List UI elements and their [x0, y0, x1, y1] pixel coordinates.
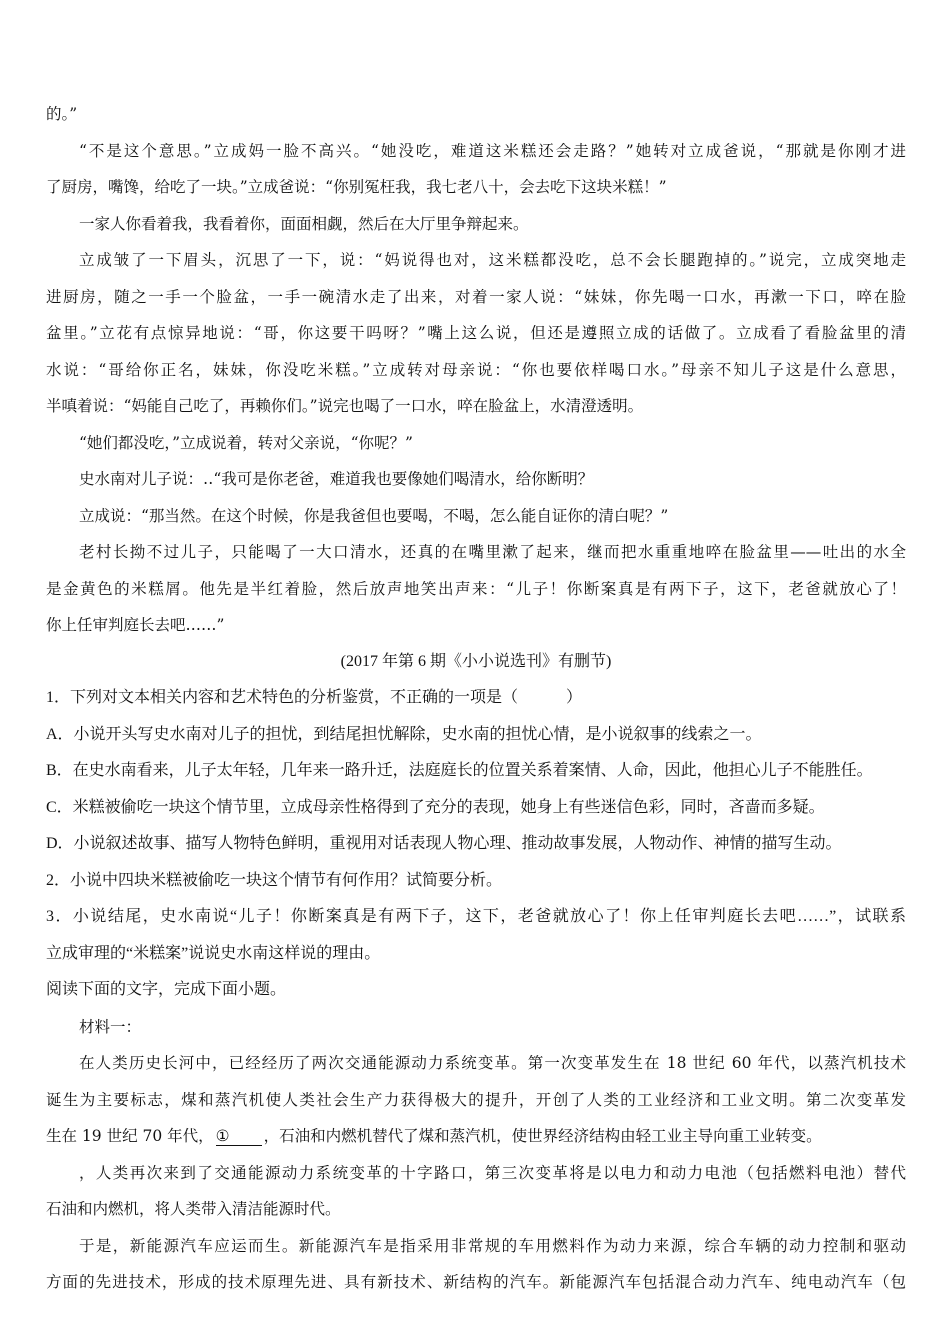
passage-line: 石油和内燃机，将人类带入清洁能源时代。 [46, 1200, 341, 1218]
story-line: 立成说：“那当然。在这个时候，你是我爸但也要喝，不喝，怎么能自证你的清白呢？” [79, 506, 669, 525]
story-line: “不是这个意思。”立成妈一脸不高兴。“她没吃，难道这米糕还会走路？”她转对立成爸说，“那就是你刚才进 [79, 141, 906, 160]
passage-text: ，石油和内燃机替代了煤和蒸汽机，使世界经济结构由轻工业主导向重工业转变。 [263, 1127, 822, 1145]
story-line: 是金黄色的米糕屑。他先是半红着脸，然后放声地笑出声来：“儿子！你断案真是有两下子，这下，老爸就放心了！ [46, 579, 906, 598]
option-d: D．小说叙述故事、描写人物特色鲜明，重视用对话表现人物心理、推动故事发展，人物动作、神情的描写生动。 [46, 835, 842, 852]
question-2: 2．小说中四块米糕被偷吃一块这个情节有何作用？试简要分析。 [46, 871, 503, 889]
option-c: C．米糕被偷吃一块这个情节里，立成母亲性格得到了充分的表现，她身上有些迷信色彩，同时，吝啬而多疑。 [46, 798, 825, 816]
passage-line: 于是，新能源汽车应运而生。新能源汽车是指采用非常规的车用燃料作为动力来源，综合车辆的动力控制和驱动 [79, 1236, 906, 1255]
story-line: 的。” [46, 105, 78, 123]
story-line: 半嗔着说：“妈能自己吃了，再赖你们。”说完也喝了一口水，啐在脸盆上，水清澄透明。 [46, 397, 644, 415]
passage-line: 诞生为主要标志，煤和蒸汽机使人类社会生产力获得极大的提升，开创了人类的工业经济和工业文明。第二次变革发 [46, 1090, 906, 1109]
document-page [46, 96, 906, 1301]
fill-blank-1: ① [216, 1127, 262, 1146]
question-3: 3．小说结尾，史水南说“儿子！你断案真是有两下子，这下，老爸就放心了！你上任审判庭长去吧……”，试联系 [46, 908, 906, 925]
story-line: 盆里。”立花有点惊异地说：“哥，你这要干吗呀？”嘴上这么说，但还是遵照立成的话做了。立成看了看脸盆里的清 [46, 324, 906, 342]
story-line: 史水南对儿子说：‥“我可是你老爸，难道我也要像她们喝清水，给你断明？ [79, 470, 594, 488]
question-3-cont: 立成审理的“米糕案”说说史水南这样说的理由。 [46, 944, 381, 962]
story-line: 了厨房，嘴馋，给吃了一块。”立成爸说：“你别冤枉我，我七老八十，会去吃下这块米糕！” [46, 178, 667, 196]
option-b: B．在史水南看来，儿子太年轻，几年来一路升迁，法庭庭长的位置关系着案情、人命，因此，他担心儿子不能胜任。 [46, 762, 873, 779]
option-a: A．小说开头写史水南对儿子的担忧，到结尾担忧解除，史水南的担忧心情，是小说叙事的线索之一。 [46, 725, 762, 743]
passage-line [46, 1118, 906, 1155]
passage-text: 生在 19 世纪 70 年代， [46, 1127, 214, 1145]
story-line: “她们都没吃，”立成说着，转对父亲说，“你呢？” [79, 433, 413, 452]
passage-line: 在人类历史长河中，已经经历了两次交通能源动力系统变革。第一次变革发生在 18 世纪 60 年代，以蒸汽机技术 [79, 1054, 906, 1072]
passage-line: ，人类再次来到了交通能源动力系统变革的十字路口，第三次变革将是以电力和动力电池（包括燃料电池）替代 [79, 1163, 906, 1182]
story-line: 立成皱了一下眉头，沉思了一下，说：“妈说得也对，这米糕都没吃，总不会长腿跑掉的。”说完，立成突地走 [79, 251, 906, 269]
story-line: 一家人你看着我，我看着你，面面相觑，然后在大厅里争辩起来。 [79, 214, 529, 233]
material-1-title: 材料一： [79, 1017, 142, 1036]
story-line: 你上任审判庭长去吧……” [46, 616, 225, 634]
passage-line: 方面的先进技术，形成的技术原理先进、具有新技术、新结构的汽车。新能源汽车包括混合动力汽车、纯电动汽车（包 [46, 1273, 906, 1291]
source-citation: (2017 年第 6 期《小小说选刊》有删节) [340, 652, 612, 670]
story-line: 进厨房，随之一手一个脸盆，一手一碗清水走了出来，对着一家人说：“妹妹，你先喝一口水，再漱一下口，啐在脸 [46, 287, 906, 306]
reading-intro: 阅读下面的文字，完成下面小题。 [46, 981, 287, 998]
question-1: 1．下列对文本相关内容和艺术特色的分析鉴赏，不正确的一项是（ ） [46, 689, 583, 706]
story-line: 老村长拗不过儿子，只能喝了一大口清水，还真的在嘴里漱了起来，继而把水重重地啐在脸盆里——吐出的水全 [79, 543, 906, 561]
story-line: 水说：“哥给你正名，妹妹，你没吃米糕。”立成转对母亲说：“你也要依样喝口水。”母亲不知儿子这是什么意思， [46, 360, 906, 379]
